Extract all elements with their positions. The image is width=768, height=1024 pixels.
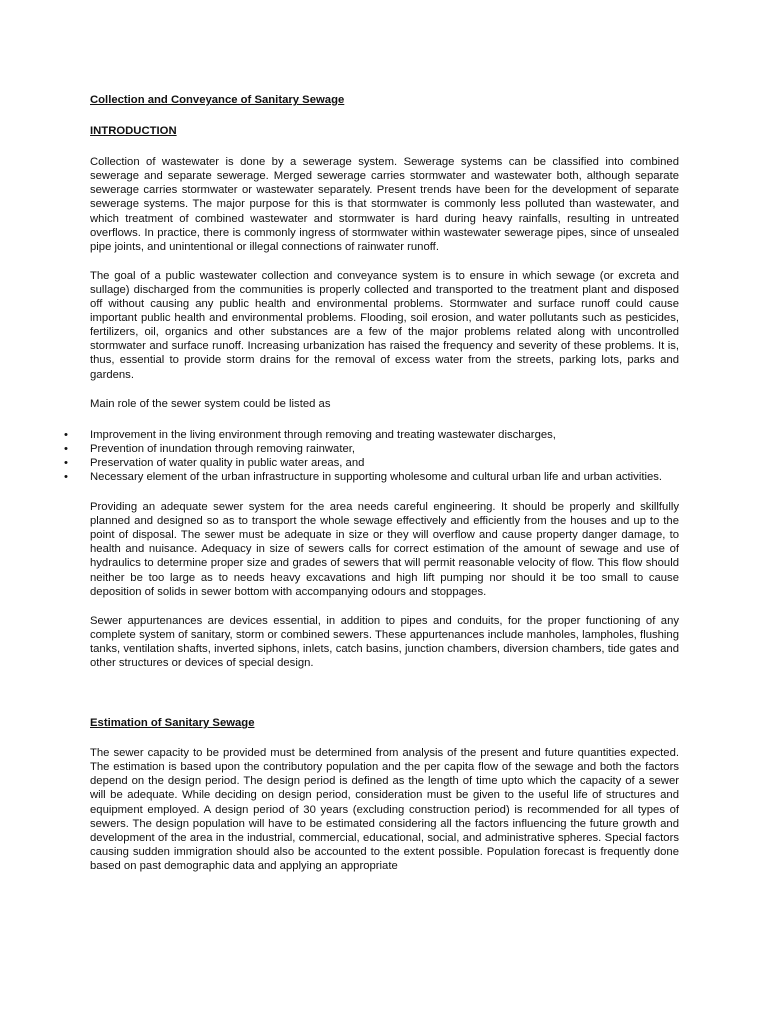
document-page bbox=[64, 93, 679, 873]
bullet-dot: • bbox=[64, 442, 68, 455]
paragraph-adequate-sewer: Providing an adequate sewer system for the area needs careful engineering. It should be properly and skillfully planned and designed so as to transport the whole sewage effectively and efficiently from the houses and up to the point of disposal. The sewer must be adequate in size or they will overflow and cause property danger damage, to health and nuisance. Adequacy in size of sewers calls for correct estimation of the amount of sewage and use of hydraulics to determine proper size and grades of sewers that will permit reasonable velocity of flow. This flow should neither be too large as to needs heavy excavations and high lift pumping nor should it be too small to cause deposition of solids in sewer bottom with accompanying odours and stoppages. bbox=[90, 501, 679, 598]
list-item bbox=[64, 428, 679, 442]
bullet-dot: • bbox=[64, 456, 68, 469]
paragraph-collection: Collection of wastewater is done by a sewerage system. Sewerage systems can be classified into combined sewerage and separate sewerage. Merged sewerage carries stormwater and wastewater both, although separate sewerage carries stormwater or wastewater separately. Present trends have been for the development of separate sewerage systems. The major purpose for this is that stormwater is commonly less polluted than wastewater, and which treatment of combined wastewater and stormwater is hard during heavy rainfalls, resulting in untreated overflows. In practice, there is commonly ingress of stormwater within wastewater sewerage pipes, since of unsealed pipe joints, and unintentional or illegal connections of rainwater runoff. bbox=[90, 156, 679, 253]
list-item bbox=[64, 442, 679, 456]
bullet-dot: • bbox=[64, 428, 68, 441]
paragraph-main-role: Main role of the sewer system could be listed as bbox=[90, 397, 331, 410]
list-item-text: Prevention of inundation through removing rainwater, bbox=[90, 442, 356, 455]
list-item-text: Necessary element of the urban infrastructure in supporting wholesome and cultural urban life and urban activities. bbox=[90, 470, 663, 483]
paragraph-sewer-capacity: The sewer capacity to be provided must be determined from analysis of the present and future quantities expected. The estimation is based upon the contributory population and the per capita flow of the sewage and both the factors depend on the design period. The design period is defined as the length of time upto which the capacity of a sewer will be adequate. While deciding on design period, consideration must be given to the useful life of structures and equipment employed. A design period of 30 years (excluding construction period) is recommended for all types of sewers. The design population will have to be estimated considering all the factors influencing the future growth and development of the area in the industrial, commercial, educational, social, and administrative spheres. Special factors causing sudden immigration should also be accounted to the extent possible. Population forecast is frequently done based on past demographic data and applying an appropriate bbox=[90, 747, 679, 872]
document-title: Collection and Conveyance of Sanitary Sewage bbox=[90, 94, 345, 106]
bullet-dot: • bbox=[64, 470, 68, 483]
paragraph-goal: The goal of a public wastewater collection and conveyance system is to ensure in which sewage (or excreta and sullage) discharged from the communities is properly collected and transported to the treatment plant and disposed off without causing any public health and environmental problems. Stormwater and surface runoff could cause important public health and environmental problems. Flooding, soil erosion, and water pollutants such as pesticides, fertilizers, oil, organics and other substances are a few of the major problems related along with uncontrolled stormwater and surface runoff. Increasing urbanization has raised the frequency and severity of these problems. It is, thus, essential to provide storm drains for the removal of excess water from the streets, parking lots, parks and gardens. bbox=[90, 269, 679, 381]
role-list bbox=[64, 428, 679, 484]
list-item bbox=[64, 470, 679, 484]
estimation-heading: Estimation of Sanitary Sewage bbox=[90, 717, 255, 730]
list-item-text: Improvement in the living environment through removing and treating wastewater discharges, bbox=[90, 428, 556, 441]
list-item-text: Preservation of water quality in public water areas, and bbox=[90, 456, 365, 469]
introduction-heading: INTRODUCTION bbox=[90, 125, 177, 138]
paragraph-appurtenances: Sewer appurtenances are devices essential, in addition to pipes and conduits, for the proper functioning of any complete system of sanitary, storm or combined sewers. These appurtenances include manholes, lampholes, flushing tanks, ventilation shafts, inverted siphons, inlets, catch basins, junction chambers, diversion chambers, tide gates and other structures or devices of special design. bbox=[90, 614, 679, 669]
list-item bbox=[64, 456, 679, 470]
